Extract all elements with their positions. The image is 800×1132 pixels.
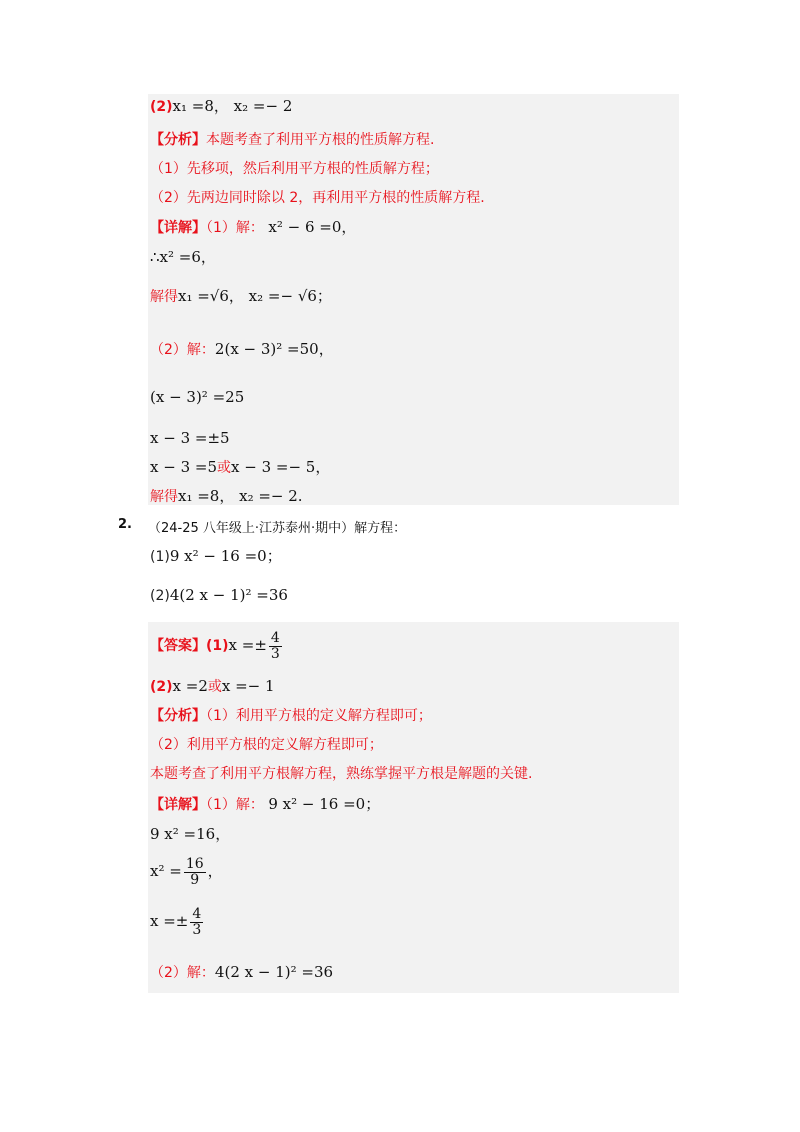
q2-summary: 本题考查了利用平方根解方程，熟练掌握平方根是解题的关键. bbox=[150, 766, 533, 782]
prev-analysis: 【分析】本题考查了利用平方根的性质解方程. bbox=[150, 132, 435, 148]
q2-analysis-2: （2）利用平方根的定义解方程即可； bbox=[150, 737, 383, 753]
prev-answer-2: (2)x₁ =8， x₂ =− 2 bbox=[150, 97, 293, 115]
prev-solve: 解得x₁ =√6， x₂ =− √6； bbox=[150, 287, 332, 305]
prev-analysis-step-1: （1）先移项，然后利用平方根的性质解方程； bbox=[150, 161, 439, 177]
question-number: 2. bbox=[118, 517, 132, 532]
q2-analysis-1: 【分析】（1）利用平方根的定义解方程即可； bbox=[150, 708, 432, 724]
prev-detail-header: 【详解】（1）解： x² − 6 =0， bbox=[150, 218, 357, 236]
q2-part-2: （2）解：4(2 x − 1)² =36 bbox=[150, 963, 334, 981]
prev-therefore: ∴x² =6， bbox=[150, 248, 216, 266]
q2-detail-header: 【详解】（1）解： 9 x² − 16 =0； bbox=[150, 795, 381, 813]
prev-eq-or: x − 3 =5或x − 3 =− 5， bbox=[150, 458, 331, 476]
prev-eq-plusminus: x − 3 =±5 bbox=[150, 429, 230, 447]
question-sub-1: (1)9 x² − 16 =0； bbox=[150, 547, 282, 565]
q2-step-a: 9 x² =16， bbox=[150, 825, 231, 843]
question-stem: （24-25 八年级上·江苏泰州·期中）解方程： bbox=[148, 521, 407, 536]
step-c-fraction: $\frac{4}{3}$ bbox=[192, 905, 202, 938]
q2-step-c: x =± $\frac{4}{3}$ bbox=[150, 905, 202, 938]
q2-answer-1: 【答案】(1)x =± $\frac{4}{3}$ bbox=[150, 629, 280, 662]
prev-analysis-step-2: （2）先两边同时除以 2，再利用平方根的性质解方程. bbox=[150, 190, 485, 206]
answer-fraction: $\frac{4}{3}$ bbox=[270, 629, 280, 662]
q2-answer-2: (2)x =2或x =− 1 bbox=[150, 677, 275, 695]
q2-step-b: x² = $\frac{16}{9}$ ， bbox=[150, 855, 223, 888]
question-sub-2: (2)4(2 x − 1)² =36 bbox=[150, 586, 288, 604]
prev-eq-square: (x − 3)² =25 bbox=[150, 388, 245, 406]
prev-part-2: （2）解：2(x − 3)² =50， bbox=[150, 340, 334, 358]
step-b-fraction: $\frac{16}{9}$ bbox=[185, 855, 204, 888]
prev-final: 解得x₁ =8， x₂ =− 2. bbox=[150, 487, 303, 505]
